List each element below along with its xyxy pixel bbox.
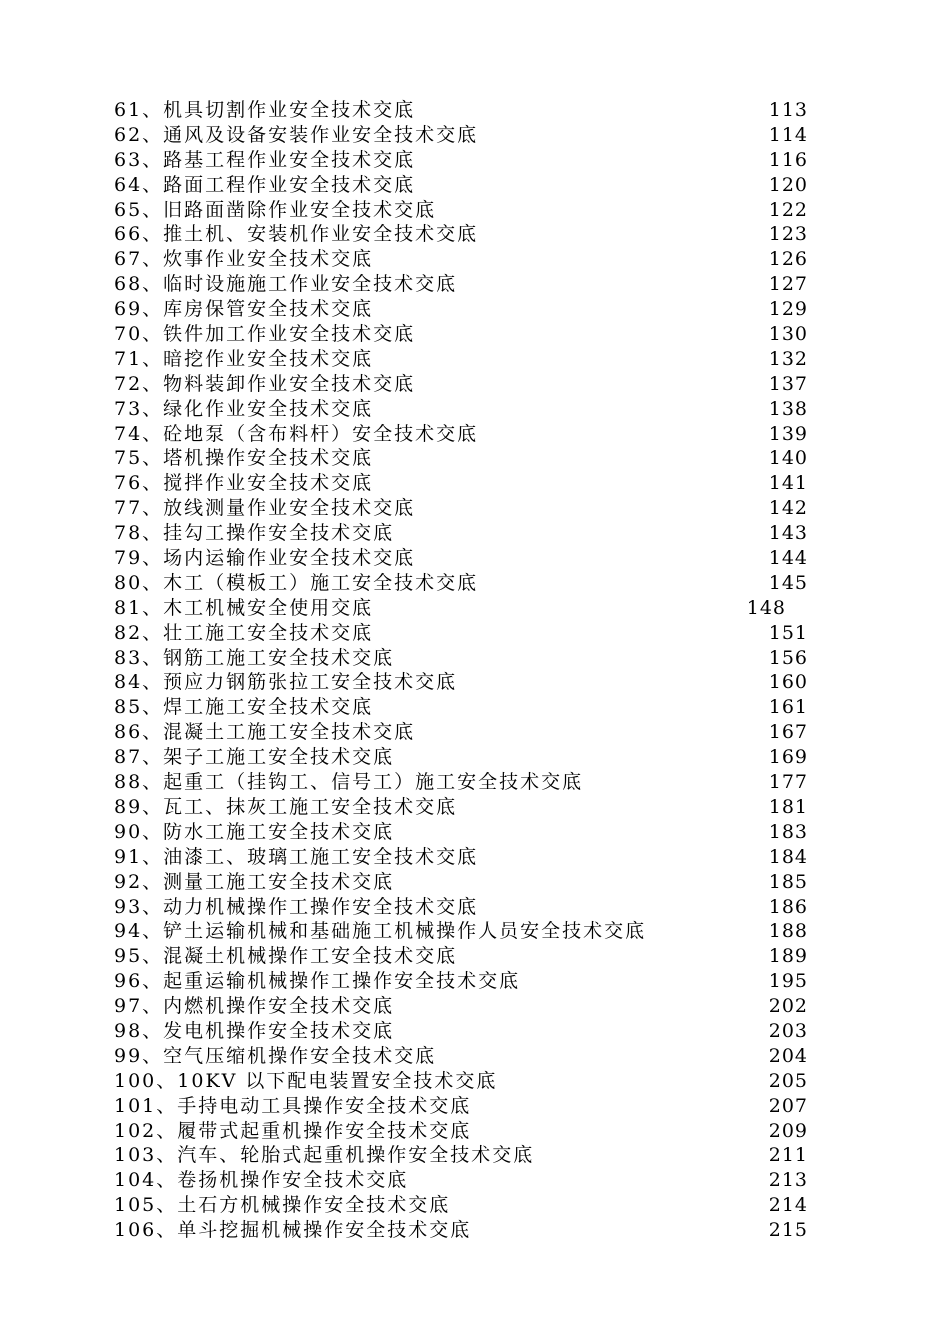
toc-entry[interactable] [114, 695, 814, 720]
toc-entry-title: 88、起重工（挂钩工、信号工）施工安全技术交底 [114, 771, 584, 794]
toc-entry-page-number: 186 [768, 895, 808, 918]
toc-entry-page-number: 156 [768, 646, 808, 669]
toc-entry-title: 77、放线测量作业安全技术交底 [114, 497, 416, 520]
toc-entry[interactable] [114, 496, 814, 521]
toc-entry[interactable] [114, 670, 814, 695]
toc-entry-page-number: 144 [768, 547, 808, 570]
toc-entry-page-number: 130 [768, 323, 808, 346]
toc-entry-page-number: 184 [768, 845, 808, 868]
toc-entry-title: 102、履带式起重机操作安全技术交底 [114, 1119, 472, 1142]
toc-entry-page-number: 177 [768, 771, 808, 794]
toc-entry-page-number: 204 [768, 1044, 808, 1067]
toc-entry[interactable] [114, 98, 814, 123]
toc-entry[interactable] [114, 297, 814, 322]
toc-entry-title: 76、搅拌作业安全技术交底 [114, 472, 374, 495]
toc-entry-title: 72、物料装卸作业安全技术交底 [114, 372, 416, 395]
toc-entry-title: 65、旧路面凿除作业安全技术交底 [114, 198, 437, 221]
toc-entry-page-number: 142 [768, 497, 808, 520]
toc-entry-title: 95、混凝土机械操作工安全技术交底 [114, 945, 458, 968]
toc-entry-page-number: 189 [768, 945, 808, 968]
toc-entry-page-number: 205 [768, 1069, 808, 1092]
toc-entry[interactable] [114, 969, 814, 994]
toc-entry-page-number: 211 [768, 1144, 808, 1167]
toc-entry-title: 93、动力机械操作工操作安全技术交底 [114, 895, 479, 918]
toc-entry-title: 99、空气压缩机操作安全技术交底 [114, 1044, 437, 1067]
toc-entry-title: 89、瓦工、抹灰工施工安全技术交底 [114, 795, 458, 818]
toc-entry-title: 94、铲土运输机械和基础施工机械操作人员安全技术交底 [114, 920, 647, 943]
toc-entry-title: 87、架子工施工安全技术交底 [114, 746, 395, 769]
toc-entry-title: 91、油漆工、玻璃工施工安全技术交底 [114, 845, 479, 868]
toc-entry-title: 92、测量工施工安全技术交底 [114, 870, 395, 893]
toc-entry-page-number: 209 [768, 1119, 808, 1142]
toc-entry-page-number: 116 [768, 148, 808, 171]
toc-entry-page-number: 137 [768, 372, 808, 395]
toc-entry-title: 101、手持电动工具操作安全技术交底 [114, 1094, 472, 1117]
toc-entry[interactable] [114, 895, 814, 920]
toc-entry-title: 71、暗挖作业安全技术交底 [114, 347, 374, 370]
toc-entry[interactable] [114, 870, 814, 895]
toc-entry-title: 64、路面工程作业安全技术交底 [114, 173, 416, 196]
toc-entry-page-number: 207 [768, 1094, 808, 1117]
toc-entry[interactable] [114, 770, 814, 795]
toc-entry-page-number: 185 [768, 870, 808, 893]
toc-entry[interactable] [114, 1143, 814, 1168]
toc-entry[interactable] [114, 173, 814, 198]
toc-entry[interactable] [114, 621, 814, 646]
toc-entry[interactable] [114, 571, 814, 596]
toc-entry-title: 97、内燃机操作安全技术交底 [114, 995, 395, 1018]
toc-entry-page-number: 151 [768, 621, 808, 644]
toc-entry[interactable] [114, 596, 814, 621]
toc-entry-page-number: 203 [768, 1019, 808, 1042]
toc-entry-page-number: 139 [768, 422, 808, 445]
toc-entry[interactable] [114, 397, 814, 422]
toc-entry[interactable] [114, 372, 814, 397]
toc-entry-page-number: 127 [768, 273, 808, 296]
toc-entry[interactable] [114, 1193, 814, 1218]
toc-entry[interactable] [114, 845, 814, 870]
toc-entry-page-number: 215 [768, 1219, 808, 1242]
table-of-contents [114, 98, 814, 1243]
toc-entry-title: 84、预应力钢筋张拉工安全技术交底 [114, 671, 458, 694]
toc-entry-page-number: 214 [768, 1194, 808, 1217]
toc-entry-page-number: 148 [746, 596, 786, 619]
toc-entry-page-number: 145 [768, 571, 808, 594]
toc-entry-title: 61、机具切割作业安全技术交底 [114, 99, 416, 121]
toc-entry-title: 86、混凝土工施工安全技术交底 [114, 721, 416, 744]
toc-entry-page-number: 213 [768, 1169, 808, 1192]
toc-entry[interactable] [114, 1119, 814, 1144]
toc-entry-page-number: 138 [768, 397, 808, 420]
toc-entry[interactable] [114, 1019, 814, 1044]
toc-entry-title: 103、汽车、轮胎式起重机操作安全技术交底 [114, 1144, 535, 1167]
toc-entry[interactable] [114, 1168, 814, 1193]
toc-entry-title: 83、钢筋工施工安全技术交底 [114, 646, 395, 669]
toc-entry[interactable] [114, 1069, 814, 1094]
toc-entry-title: 62、通风及设备安装作业安全技术交底 [114, 123, 479, 146]
toc-entry[interactable] [114, 720, 814, 745]
toc-entry[interactable] [114, 745, 814, 770]
toc-entry-page-number: 143 [768, 522, 808, 545]
toc-entry[interactable] [114, 994, 814, 1019]
toc-entry-page-number: 129 [768, 298, 808, 321]
toc-entry[interactable] [114, 198, 814, 223]
toc-entry[interactable] [114, 471, 814, 496]
toc-entry-page-number: 195 [768, 970, 808, 993]
toc-entry-title: 85、焊工施工安全技术交底 [114, 696, 374, 719]
toc-entry-page-number: 122 [768, 198, 808, 221]
toc-entry-title: 106、单斗挖掘机械操作安全技术交底 [114, 1219, 472, 1242]
toc-entry-title: 70、铁件加工作业安全技术交底 [114, 323, 416, 346]
toc-entry[interactable] [114, 222, 814, 247]
toc-entry-page-number: 141 [768, 472, 808, 495]
toc-entry-page-number: 123 [768, 223, 808, 246]
toc-entry[interactable] [114, 1044, 814, 1069]
toc-entry[interactable] [114, 944, 814, 969]
toc-entry[interactable] [114, 919, 814, 944]
toc-entry-page-number: 113 [768, 99, 808, 121]
toc-entry[interactable] [114, 123, 814, 148]
toc-entry-title: 96、起重运输机械操作工操作安全技术交底 [114, 970, 521, 993]
toc-entry-title: 90、防水工施工安全技术交底 [114, 820, 395, 843]
toc-entry[interactable] [114, 322, 814, 347]
toc-entry-page-number: 126 [768, 248, 808, 271]
toc-entry-page-number: 169 [768, 746, 808, 769]
toc-entry[interactable] [114, 1218, 814, 1243]
toc-entry-title: 75、塔机操作安全技术交底 [114, 447, 374, 470]
toc-entry-title: 68、临时设施施工作业安全技术交底 [114, 273, 458, 296]
toc-entry-page-number: 202 [768, 995, 808, 1018]
toc-entry-page-number: 120 [768, 173, 808, 196]
toc-entry-title: 67、炊事作业安全技术交底 [114, 248, 374, 271]
toc-entry[interactable] [114, 1094, 814, 1119]
toc-entry-title: 78、挂勾工操作安全技术交底 [114, 522, 395, 545]
toc-entry[interactable] [114, 272, 814, 297]
toc-entry-title: 80、木工（模板工）施工安全技术交底 [114, 571, 479, 594]
toc-entry-title: 63、路基工程作业安全技术交底 [114, 148, 416, 171]
toc-entry-page-number: 167 [768, 721, 808, 744]
toc-entry[interactable] [114, 820, 814, 845]
toc-entry-page-number: 161 [768, 696, 808, 719]
toc-entry-title: 105、土石方机械操作安全技术交底 [114, 1194, 451, 1217]
toc-entry-page-number: 132 [768, 347, 808, 370]
toc-entry-title: 73、绿化作业安全技术交底 [114, 397, 374, 420]
toc-entry[interactable] [114, 646, 814, 671]
toc-entry-title: 79、场内运输作业安全技术交底 [114, 547, 416, 570]
toc-entry-title: 81、木工机械安全使用交底 [114, 596, 374, 619]
toc-entry[interactable] [114, 795, 814, 820]
toc-entry[interactable] [114, 247, 814, 272]
toc-entry[interactable] [114, 422, 814, 447]
toc-entry-page-number: 181 [768, 795, 808, 818]
toc-entry-page-number: 183 [768, 820, 808, 843]
toc-entry-page-number: 114 [768, 123, 808, 146]
toc-entry[interactable] [114, 521, 814, 546]
toc-entry-title: 66、推土机、安装机作业安全技术交底 [114, 223, 479, 246]
toc-entry[interactable] [114, 148, 814, 173]
toc-entry[interactable] [114, 546, 814, 571]
toc-entry-page-number: 140 [768, 447, 808, 470]
toc-entry-title: 98、发电机操作安全技术交底 [114, 1019, 395, 1042]
toc-entry-title: 82、壮工施工安全技术交底 [114, 621, 374, 644]
toc-entry[interactable] [114, 446, 814, 471]
toc-entry-title: 100、10KV 以下配电装置安全技术交底 [114, 1069, 498, 1092]
toc-entry[interactable] [114, 347, 814, 372]
toc-entry-title: 74、砼地泵（含布料杆）安全技术交底 [114, 422, 479, 445]
toc-entry-title: 69、库房保管安全技术交底 [114, 298, 374, 321]
toc-entry-title: 104、卷扬机操作安全技术交底 [114, 1169, 409, 1192]
toc-entry-page-number: 160 [768, 671, 808, 694]
toc-entry-page-number: 188 [768, 920, 808, 943]
